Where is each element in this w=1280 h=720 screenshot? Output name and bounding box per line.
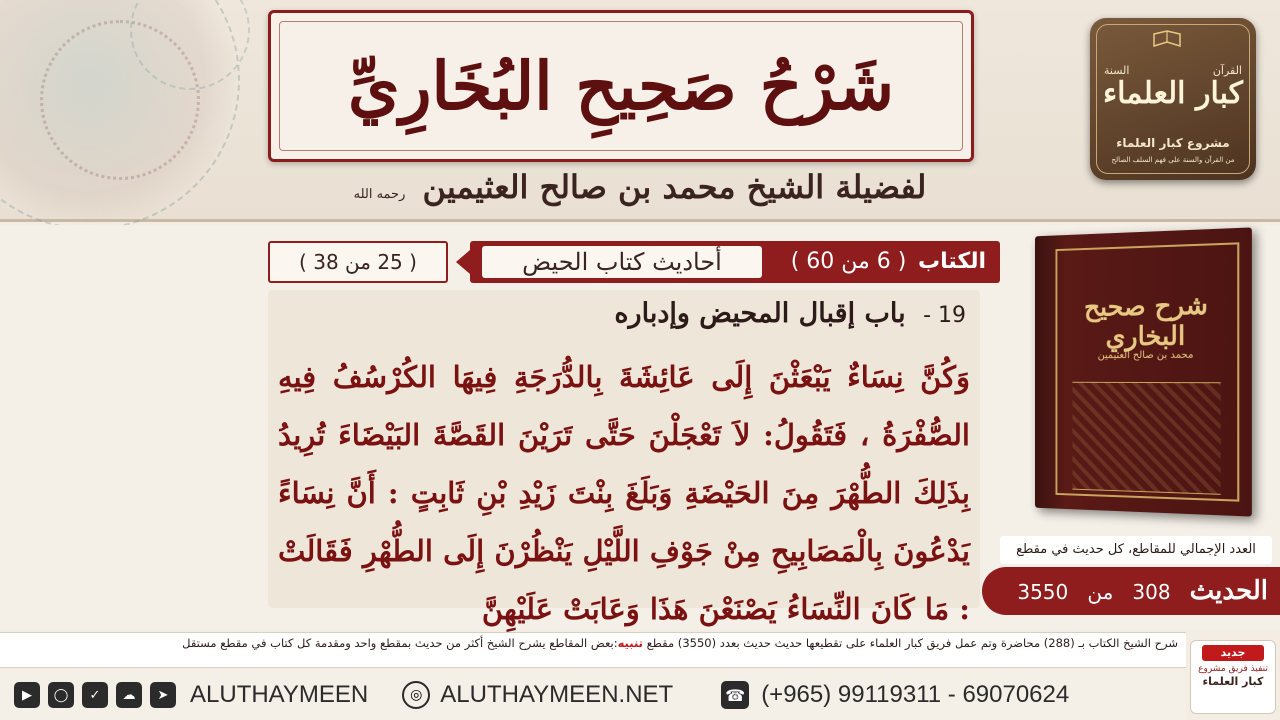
pointer-arrow-icon (456, 250, 470, 274)
footer (0, 670, 1186, 720)
scholar-name (300, 168, 980, 208)
kibar-ulama-logo (1090, 18, 1256, 180)
new-badge-name: كبار العلماء (1202, 675, 1264, 688)
title-frame (268, 10, 974, 162)
book-cover-title: شرح صحيح البخاري (1084, 290, 1209, 353)
logo-sunnah-label: السنة (1104, 64, 1130, 77)
header-band (0, 0, 1280, 222)
phone-number[interactable]: (+965) 99119311 - 69070624 (761, 681, 1070, 708)
new-tag: جديد (1202, 645, 1264, 661)
social-handle[interactable]: ALUTHAYMEEN (190, 681, 369, 708)
new-badge-exec: تنفيذ فريق مشروع (1198, 664, 1268, 674)
telegram-icon[interactable]: ➤ (150, 682, 176, 708)
book-cover-image (1035, 227, 1252, 516)
youtube-icon[interactable]: ▶ (14, 682, 40, 708)
twitter-icon[interactable]: ✓ (82, 682, 108, 708)
scholar-text: لفضيلة الشيخ محمد بن صالح العثيمين (422, 168, 927, 206)
new-badge (1190, 640, 1276, 714)
notice-text-a: شرح الشيخ الكتاب بـ (288) محاضرة وتم عمل فريق كبار العلماء على تقطيعها حديث حديث بعدد (3550) مقطع (646, 636, 1178, 650)
logo-quran-label: القرآن (1212, 64, 1242, 77)
logo-project: مشروع كبار العلماء (1116, 136, 1230, 150)
book-info-bar (470, 241, 1000, 283)
book-count: ( 6 من 60 ) (790, 249, 907, 274)
notice-warning: تنبيه (617, 636, 643, 650)
book-chapter-name: أحاديث كتاب الحيض (482, 246, 762, 278)
soundcloud-icon[interactable]: ☁ (116, 682, 142, 708)
page-title: شَرْحُ صَحِيحِ البُخَارِيِّ (347, 47, 895, 125)
website-link[interactable]: ALUTHAYMEEN.NET (440, 681, 674, 708)
hadith-counter-label: الحديث (1189, 576, 1268, 606)
logo-slogan: من القرآن والسنة على فهم السلف الصالح (1111, 156, 1235, 164)
chapter-title: باب إقبال المحيض وإدباره (614, 298, 906, 329)
logo-name: كبار العلماء (1103, 76, 1243, 111)
hadith-of: من (1087, 580, 1114, 604)
web-icon: ◎ (402, 681, 430, 709)
hadith-total: 3550 (1017, 580, 1069, 604)
chapter-heading (614, 298, 966, 329)
book-label-text: الكتاب (918, 249, 986, 274)
hadith-text: وَكُنَّ نِسَاءٌ يَبْعَثْنَ إِلَى عَائِشَةَ بِالدُّرَجَةِ فِيهَا الكُرْسُفُ فِيهِ الصُّفْرَةُ ، فَتَقُولُ: لاَ تَعْجَلْنَ حَتَّى تَرَيْنَ القَصَّةَ البَيْضَاءَ تُرِيدُ بِذَلِكَ الطُّهْرَ مِنَ الحَيْضَةِ وَبَلَغَ بِنْتَ زَيْدِ بْنِ ثَابِتٍ : أَنَّ نِسَاءً يَدْعُونَ بِالْمَصَابِيحِ مِنْ جَوْفِ اللَّيْلِ يَنْظُرْنَ إِلَى الطُّهْرِ فَقَالَتْ : مَا كَانَ النِّسَاءُ يَصْنَعْنَ هَذَا وَعَابَتْ عَلَيْهِنَّ (278, 360, 970, 626)
phone-icon: ☎ (721, 681, 749, 709)
notice-text-b: :بعض المقاطع يشرح الشيخ أكثر من حديث بمقطع واحد ومقدمة كل كتاب في مقطع مستقل (182, 636, 618, 650)
book-cover-author: محمد بن صالح العثيمين (1097, 349, 1194, 362)
quran-book-icon (1152, 30, 1182, 50)
total-segments-label: العدد الإجمالي للمقاطع، كل حديث في مقطع (1000, 536, 1272, 564)
instagram-icon[interactable]: ◯ (48, 682, 74, 708)
hadith-panel (268, 290, 980, 626)
blessing-text: رحمه الله (353, 187, 406, 202)
book-cover-ornament (1072, 382, 1220, 495)
lesson-count-badge: ( 25 من 38 ) (268, 241, 448, 283)
chapter-number: 19 - (923, 303, 966, 328)
book-label (791, 241, 986, 283)
notice-strip (0, 632, 1186, 668)
hadith-counter (982, 567, 1280, 615)
hadith-current: 308 (1132, 580, 1171, 604)
social-links (14, 682, 184, 708)
